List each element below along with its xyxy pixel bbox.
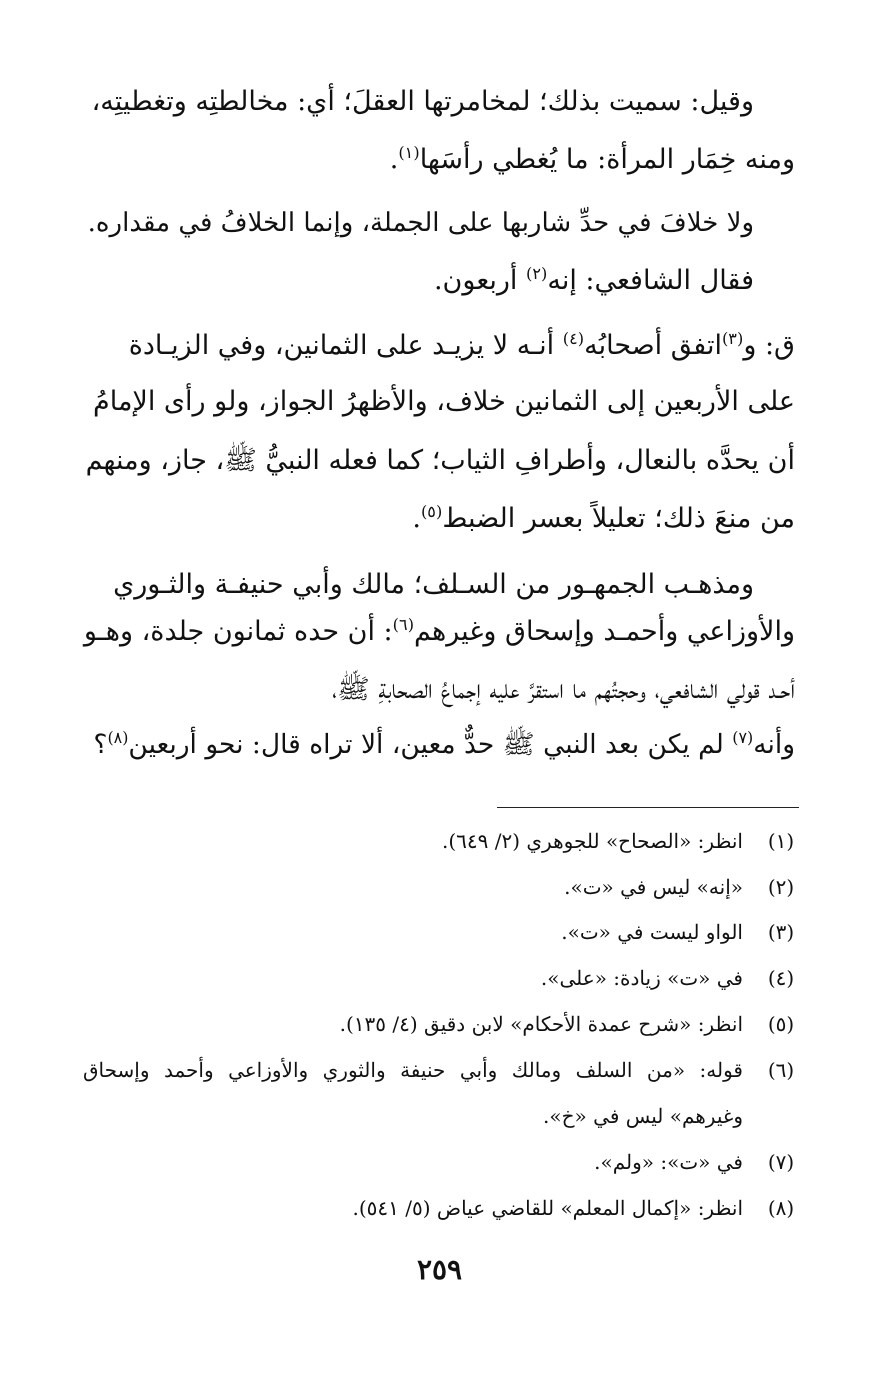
text-line: فقال الشافعي: إنه$^{(٢)}$ أربعون.: [433, 264, 754, 296]
footnote: [83, 865, 801, 909]
footnote-text: انظر: «الصحاح» للجوهري (٢/ ٦٤٩).: [441, 829, 743, 853]
footnote-ref: (٧): [732, 728, 754, 748]
text-line: أن يحدَّه بالنعال، وأطرافِ الثياب؛ كما فعله النبيُّ ﷺ، جاز، ومنهم: [85, 445, 795, 476]
footnote: [83, 1048, 801, 1092]
footnote: [83, 1186, 801, 1230]
text-line: ومذهـب الجمهـور من السـلف؛ مالك وأبي حنيفـة والثـوري: [113, 569, 754, 600]
footnote: [83, 956, 801, 1000]
footnote: [83, 1140, 801, 1184]
footnote-text: في «ت»: «ولم».: [594, 1150, 743, 1174]
text-line: على الأربعين إلى الثمانين خلاف، والأظهرُ الجواز، ولو رأى الإمامُ: [93, 386, 795, 417]
text-line: ق: و$^{(٣)}$اتفق أصحابُه$^{(٤)}$ أنـه لا يزيـد على الثمانين، وفي الزيـادة: [128, 329, 795, 361]
footnote-continuation: [83, 1094, 801, 1138]
footnote-text: «إنه» ليس في «ت».: [564, 875, 743, 899]
footnote-text: قوله: «من السلف ومالك وأبي حنيفة والثوري والأوزاعي وأحمد وإسحاق: [83, 1058, 743, 1082]
footnote-ref: (١): [398, 143, 420, 162]
footnote-number: (٧): [767, 1150, 795, 1174]
text-line: وقيل: سميت بذلك؛ لمخامرتها العقلَ؛ أي: مخالطتِه وتغطيتِه،: [91, 86, 754, 117]
footnote-number: (٨): [767, 1196, 795, 1220]
footnote-ref: (٤): [562, 329, 585, 348]
footnote-text: في «ت» زيادة: «على».: [540, 966, 743, 990]
text-line: من منعَ ذلك؛ تعليلاً بعسر الضبط$^{(٥)}$.: [412, 502, 795, 534]
footnote-number: (٢): [767, 875, 795, 899]
footnote-ref: (٣): [721, 329, 744, 348]
footnote-number: (٥): [767, 1012, 795, 1036]
footnote-text: وغيرهم» ليس في «خ».: [543, 1104, 743, 1128]
text-line: أحـد قولي الشافعي، وحجتُهم ما استقرَّ عليه إجماعُ الصحابةِ ﷺ،: [332, 674, 795, 705]
text-line: وأنه$^{(٧)}$ لم يكن بعد النبي ﷺ حدٌّ معين، ألا تراه قال: نحو أربعين$^{(٨)}$؟: [93, 728, 795, 760]
text-line: ومنه خِمَار المرأة: ما يُغطي رأسَها$^{(١)}$.: [389, 143, 795, 175]
footnote: [83, 819, 801, 863]
footnote-text: انظر: «إكمال المعلم» للقاضي عياض (٥/ ٥٤١).: [352, 1196, 743, 1220]
footnote-ref: (٦): [392, 615, 415, 634]
footnote-ref: (٨): [107, 728, 129, 748]
footnote-ref: (٥): [420, 502, 443, 521]
footnote: [83, 910, 801, 954]
page-number: ٢٥٩: [416, 1253, 463, 1286]
footnote-ref: (٢): [526, 264, 548, 283]
footnote: [83, 1002, 801, 1046]
footnote-separator: [497, 807, 799, 808]
footnote-text: الواو ليست في «ت».: [561, 920, 743, 944]
footnote-number: (٦): [767, 1058, 795, 1082]
text-line: ولا خلافَ في حدِّ شاربها على الجملة، وإنما الخلافُ في مقداره.: [87, 208, 754, 238]
footnote-text: انظر: «شرح عمدة الأحكام» لابن دقيق (٤/ ١٣٥).: [339, 1012, 743, 1036]
text-line: والأوزاعي وأحمـد وإسحاق وغيرهم$^{(٦)}$: أن حده ثمانون جلدة، وهـو: [83, 615, 795, 647]
footnote-number: (٣): [767, 920, 795, 944]
footnote-number: (٤): [767, 966, 795, 990]
footnote-number: (١): [767, 829, 795, 853]
